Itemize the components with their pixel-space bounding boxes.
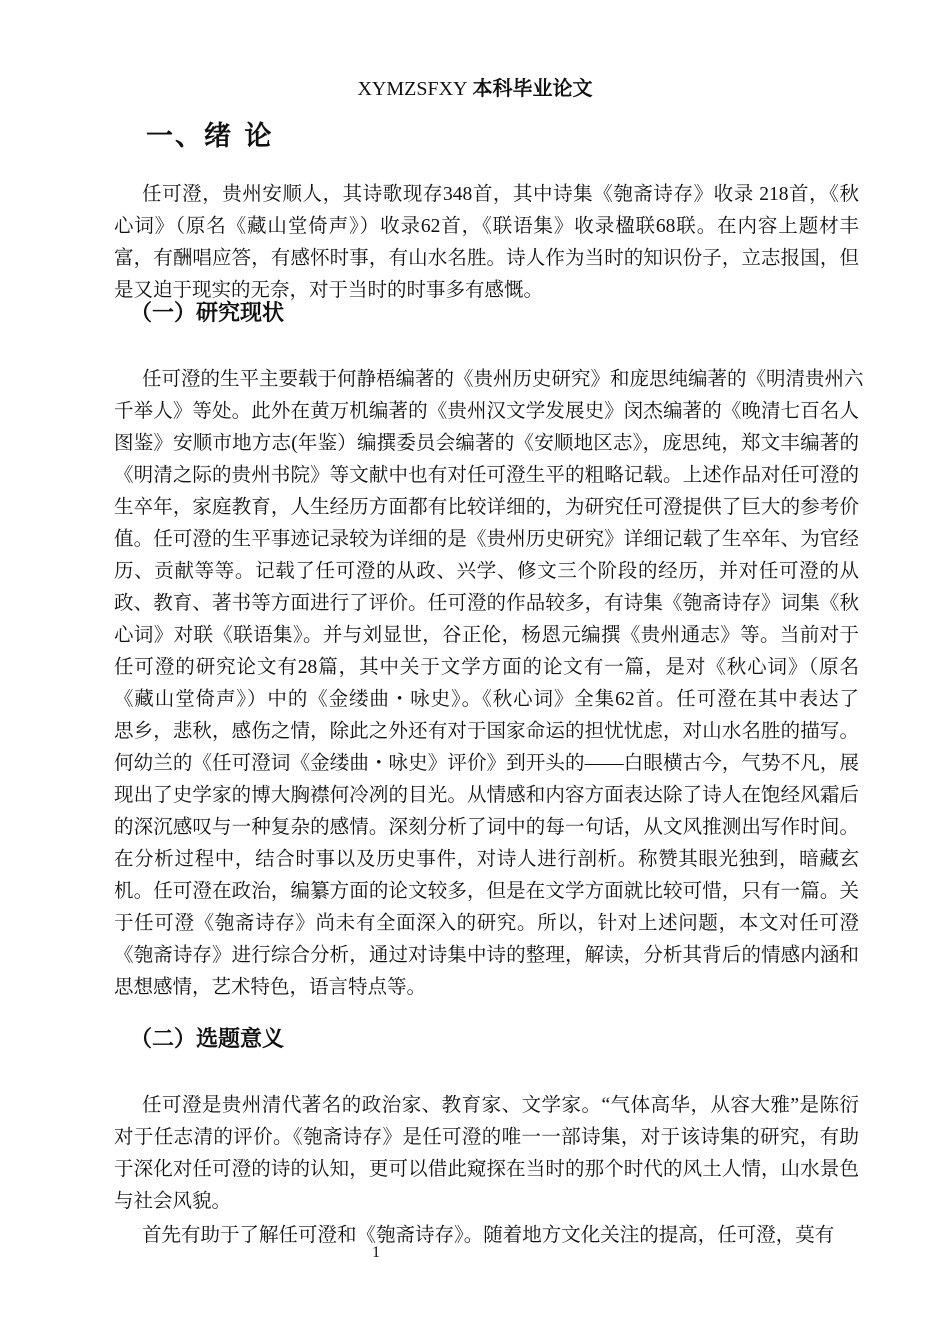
header-school-code: XYMZSFXY — [357, 78, 468, 100]
paragraph-line: 图鉴》安顺市地方志(年鉴）编撰委员会编著的《安顺地区志》，庞思纯，郑文丰编著的 — [114, 433, 859, 454]
paragraph-line: 首先有助于了解任可澄和《匏斋诗存》。随着地方文化关注的提高，任可澄，莫有 — [142, 1225, 835, 1246]
paragraph-line: 《明清之际的贵州书院》等文献中也有对任可澄生平的粗略记载。上述作品对任可澄的 — [114, 465, 859, 486]
paragraph-line: 心词》对联《联语集》。并与刘显世，谷正伦，杨恩元编撰《贵州通志》等。当前对于 — [114, 625, 859, 646]
page-number: 1 — [372, 1244, 380, 1261]
page-header — [0, 72, 950, 101]
paragraph-line: 现出了史学家的博大胸襟何冷冽的目光。从情感和内容方面表达除了诗人在饱经风霜后 — [114, 785, 859, 806]
paragraph-line: 千举人》等处。此外在黄万机编著的《贵州汉文学发展史》闵杰编著的《晚清七百名人 — [114, 401, 859, 422]
paragraph-line: 《匏斋诗存》进行综合分析，通过对诗集中诗的整理，解读，分析其背后的情感内涵和 — [114, 945, 859, 966]
paragraph-line: 与社会风貌。 — [114, 1191, 232, 1212]
paragraph-line: 于任可澄《匏斋诗存》尚未有全面深入的研究。所以，针对上述问题，本文对任可澄 — [114, 913, 859, 934]
paragraph-line: 何幼兰的《任可澄词《金缕曲・咏史》评价》到开头的——白眼横古今，气势不凡，展 — [114, 753, 859, 774]
paragraph-line: 思想感情，艺术特色，语言特点等。 — [114, 977, 427, 998]
paragraph-line: 富，有酬唱应答，有感怀时事，有山水名胜。诗人作为当时的知识份子，立志报国，但 — [114, 248, 859, 269]
paragraph-line: 政、教育、著书等方面进行了评价。任可澄的作品较多，有诗集《匏斋诗存》词集《秋 — [114, 593, 859, 614]
paragraph-line: 是又迫于现实的无奈，对于当时的时事多有感慨。 — [114, 280, 544, 301]
paragraph-line: 任可澄的研究论文有28篇，其中关于文学方面的论文有一篇，是对《秋心词》（原名 — [114, 657, 859, 678]
paragraph-line: 任可澄的生平主要载于何静梧编著的《贵州历史研究》和庞思纯编著的《明清贵州六 — [142, 369, 864, 390]
paragraph-line: 任可澄，贵州安顺人，其诗歌现存348首，其中诗集《匏斋诗存》收录 218首，《秋 — [142, 184, 859, 205]
paragraph-line: 于深化对任可澄的诗的认知，更可以借此窥探在当时的那个时代的风土人情，山水景色 — [114, 1159, 859, 1180]
paragraph-line: 对于任志清的评价。《匏斋诗存》是任可澄的唯一一部诗集，对于该诗集的研究，有助 — [114, 1127, 859, 1148]
header-title: 本科毕业论文 — [472, 76, 593, 100]
paragraph-line: 思乡，悲秋，感伤之情，除此之外还有对于国家命运的担忧忧虑，对山水名胜的描写。 — [114, 721, 859, 742]
paragraph-line: 历、贡献等等。记载了任可澄的从政、兴学、修文三个阶段的经历，并对任可澄的从 — [114, 561, 859, 582]
section-heading-significance: （二）选题意义 — [130, 1027, 285, 1052]
chapter-heading: 一、绪 论 — [146, 121, 274, 152]
paragraph-line: 生卒年，家庭教育，人生经历方面都有比较详细的，为研究任可澄提供了巨大的参考价 — [114, 497, 859, 518]
paragraph-line: 的深沉感叹与一种复杂的感情。深刻分析了词中的每一句话，从文风推测出写作时间。 — [114, 817, 859, 838]
paragraph-line: 任可澄是贵州清代著名的政治家、教育家、文学家。“气体高华，从容大雅”是陈衍 — [142, 1095, 859, 1116]
paragraph-line: 《藏山堂倚声》）中的《金缕曲・咏史》。《秋心词》全集62首。任可澄在其中表达了 — [114, 689, 859, 710]
paragraph-line: 心词》（原名《藏山堂倚声》）收录62首，《联语集》收录楹联68联。在内容上题材丰 — [114, 216, 859, 237]
paragraph-line: 值。任可澄的生平事迹记录较为详细的是《贵州历史研究》详细记载了生卒年、为官经 — [114, 529, 859, 550]
paragraph-line: 机。任可澄在政治，编纂方面的论文较多，但是在文学方面就比较可惜，只有一篇。关 — [114, 881, 859, 902]
paragraph-line: 在分析过程中，结合时事以及历史事件，对诗人进行剖析。称赞其眼光独到，暗藏玄 — [114, 849, 859, 870]
section-heading-research-status: （一）研究现状 — [130, 301, 285, 326]
